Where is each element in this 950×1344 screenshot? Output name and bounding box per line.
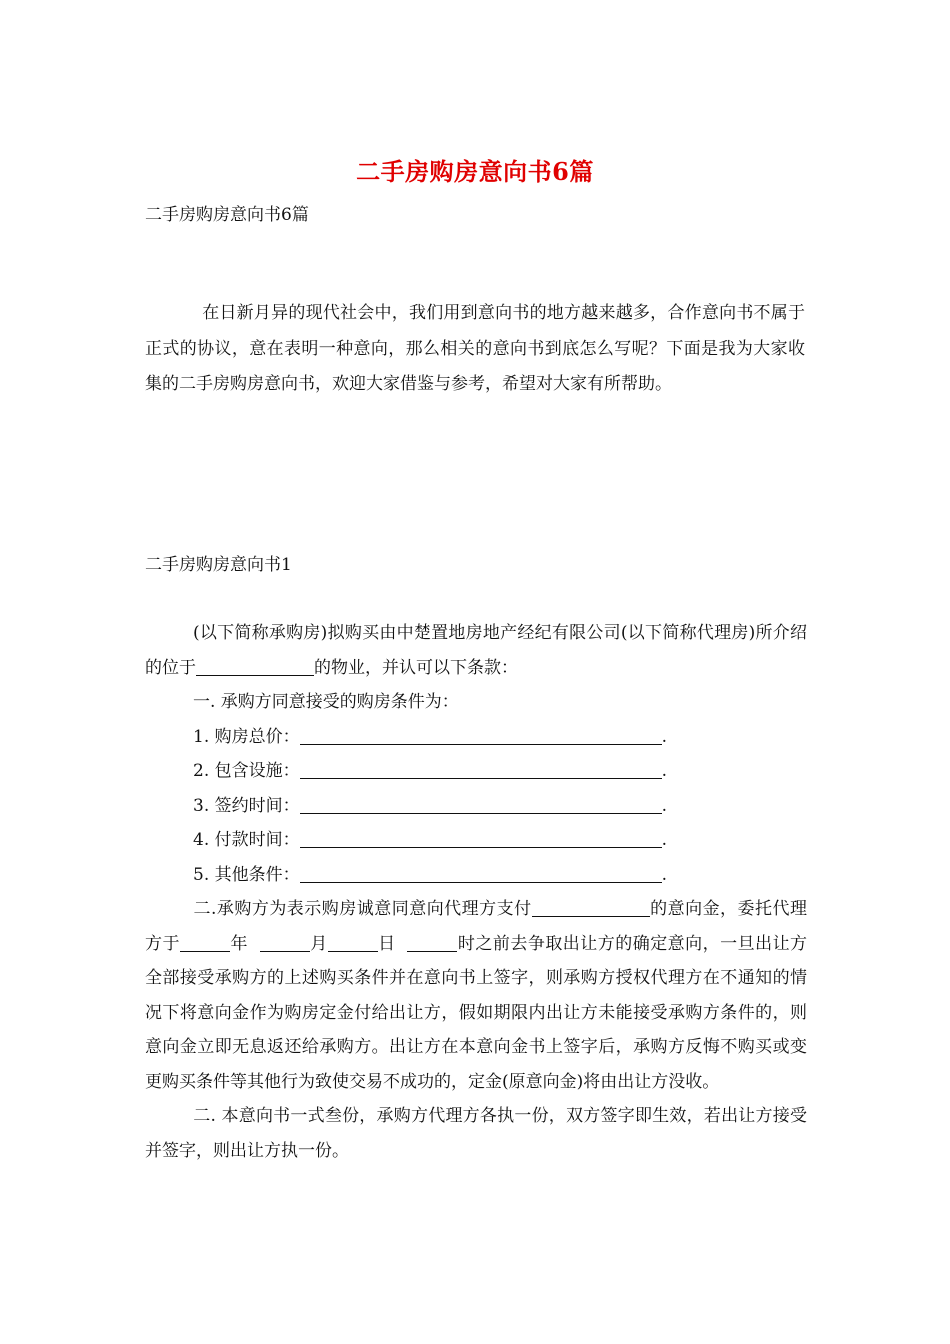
deposit-amount-blank[interactable]	[532, 898, 650, 917]
hour-blank[interactable]	[407, 933, 457, 952]
month-blank[interactable]	[260, 933, 310, 952]
intro-text: 在日新月异的现代社会中，我们用到意向书的地方越来越多，合作意向书不属于正式的协议，意在表明一种意向，那么相关的意向书到底怎么写呢？下面是我为大家收集的二手房购房意向书，欢迎大家借鉴与参考，希望对大家有所帮助。	[145, 303, 805, 394]
condition-item	[145, 789, 807, 824]
condition-end: .	[661, 726, 668, 747]
condition-end: .	[661, 864, 668, 885]
paragraph-2	[145, 892, 807, 1099]
intro-paragraph	[145, 296, 805, 403]
paragraph-2-text-b: 的意向金，委托代理方于	[145, 899, 808, 954]
paragraph-2-text-a: 二.承购方为表示购房诚意同意向代理方支付	[193, 899, 532, 919]
address-blank[interactable]	[196, 657, 314, 676]
document-title: 二手房购房意向书6篇	[356, 157, 594, 186]
paragraph-1	[145, 616, 807, 685]
condition-item	[145, 858, 807, 893]
condition-label: 5. 其他条件：	[193, 864, 300, 885]
paragraph-1-text-a: (以下简称承购房)拟购买由中楚置地房地产经纪有限公司(以下简称代理房)所介绍的位于	[145, 623, 807, 678]
condition-blank[interactable]	[300, 795, 662, 814]
condition-end: .	[661, 761, 668, 781]
condition-blank[interactable]	[300, 726, 662, 745]
clause-1-heading: 一. 承购方同意接受的购房条件为：	[193, 692, 459, 712]
letter-body	[145, 616, 807, 1168]
condition-label: 3. 签约时间：	[193, 795, 300, 816]
condition-label: 4. 付款时间：	[193, 830, 300, 850]
condition-label: 2. 包含设施：	[193, 761, 300, 781]
condition-end: .	[661, 830, 668, 850]
month-label: 月	[309, 933, 328, 954]
year-blank[interactable]	[180, 933, 230, 952]
day-blank[interactable]	[328, 933, 378, 952]
condition-blank[interactable]	[300, 829, 662, 848]
paragraph-1-text-b: 的物业，并认可以下条款：	[314, 657, 518, 678]
condition-blank[interactable]	[300, 760, 662, 779]
condition-label: 1. 购房总价：	[193, 726, 300, 747]
paragraph-3-text: 二. 本意向书一式叁份，承购方代理方各执一份，双方签字即生效，若出让方接受并签字，则出让方执一份。	[145, 1106, 807, 1161]
condition-item	[145, 720, 807, 755]
condition-blank[interactable]	[300, 864, 662, 883]
condition-item	[145, 754, 807, 789]
year-label: 年	[229, 933, 248, 954]
paragraph-3	[145, 1099, 807, 1168]
condition-item	[145, 823, 807, 858]
document-subtitle: 二手房购房意向书6篇	[145, 205, 309, 225]
condition-end: .	[661, 795, 668, 816]
section-heading: 二手房购房意向书1	[145, 555, 292, 575]
paragraph-2-text-c: 时之前去争取出让方的确定意向，一旦出让方全部接受承购方的上述购买条件并在意向书上签字，则承购方授权代理方在不通知的情况下将意向金作为购房定金付给出让方，假如期限内出让方未能接受承购方条件的，则意向金立即无息返还给承购方。出让方在本意向金书上签字后，承购方反悔不购买或变更购买条件等其他行为致使交易不成功的，定金(原意向金)将由出让方没收。	[145, 933, 808, 1092]
day-label: 日	[377, 933, 396, 954]
